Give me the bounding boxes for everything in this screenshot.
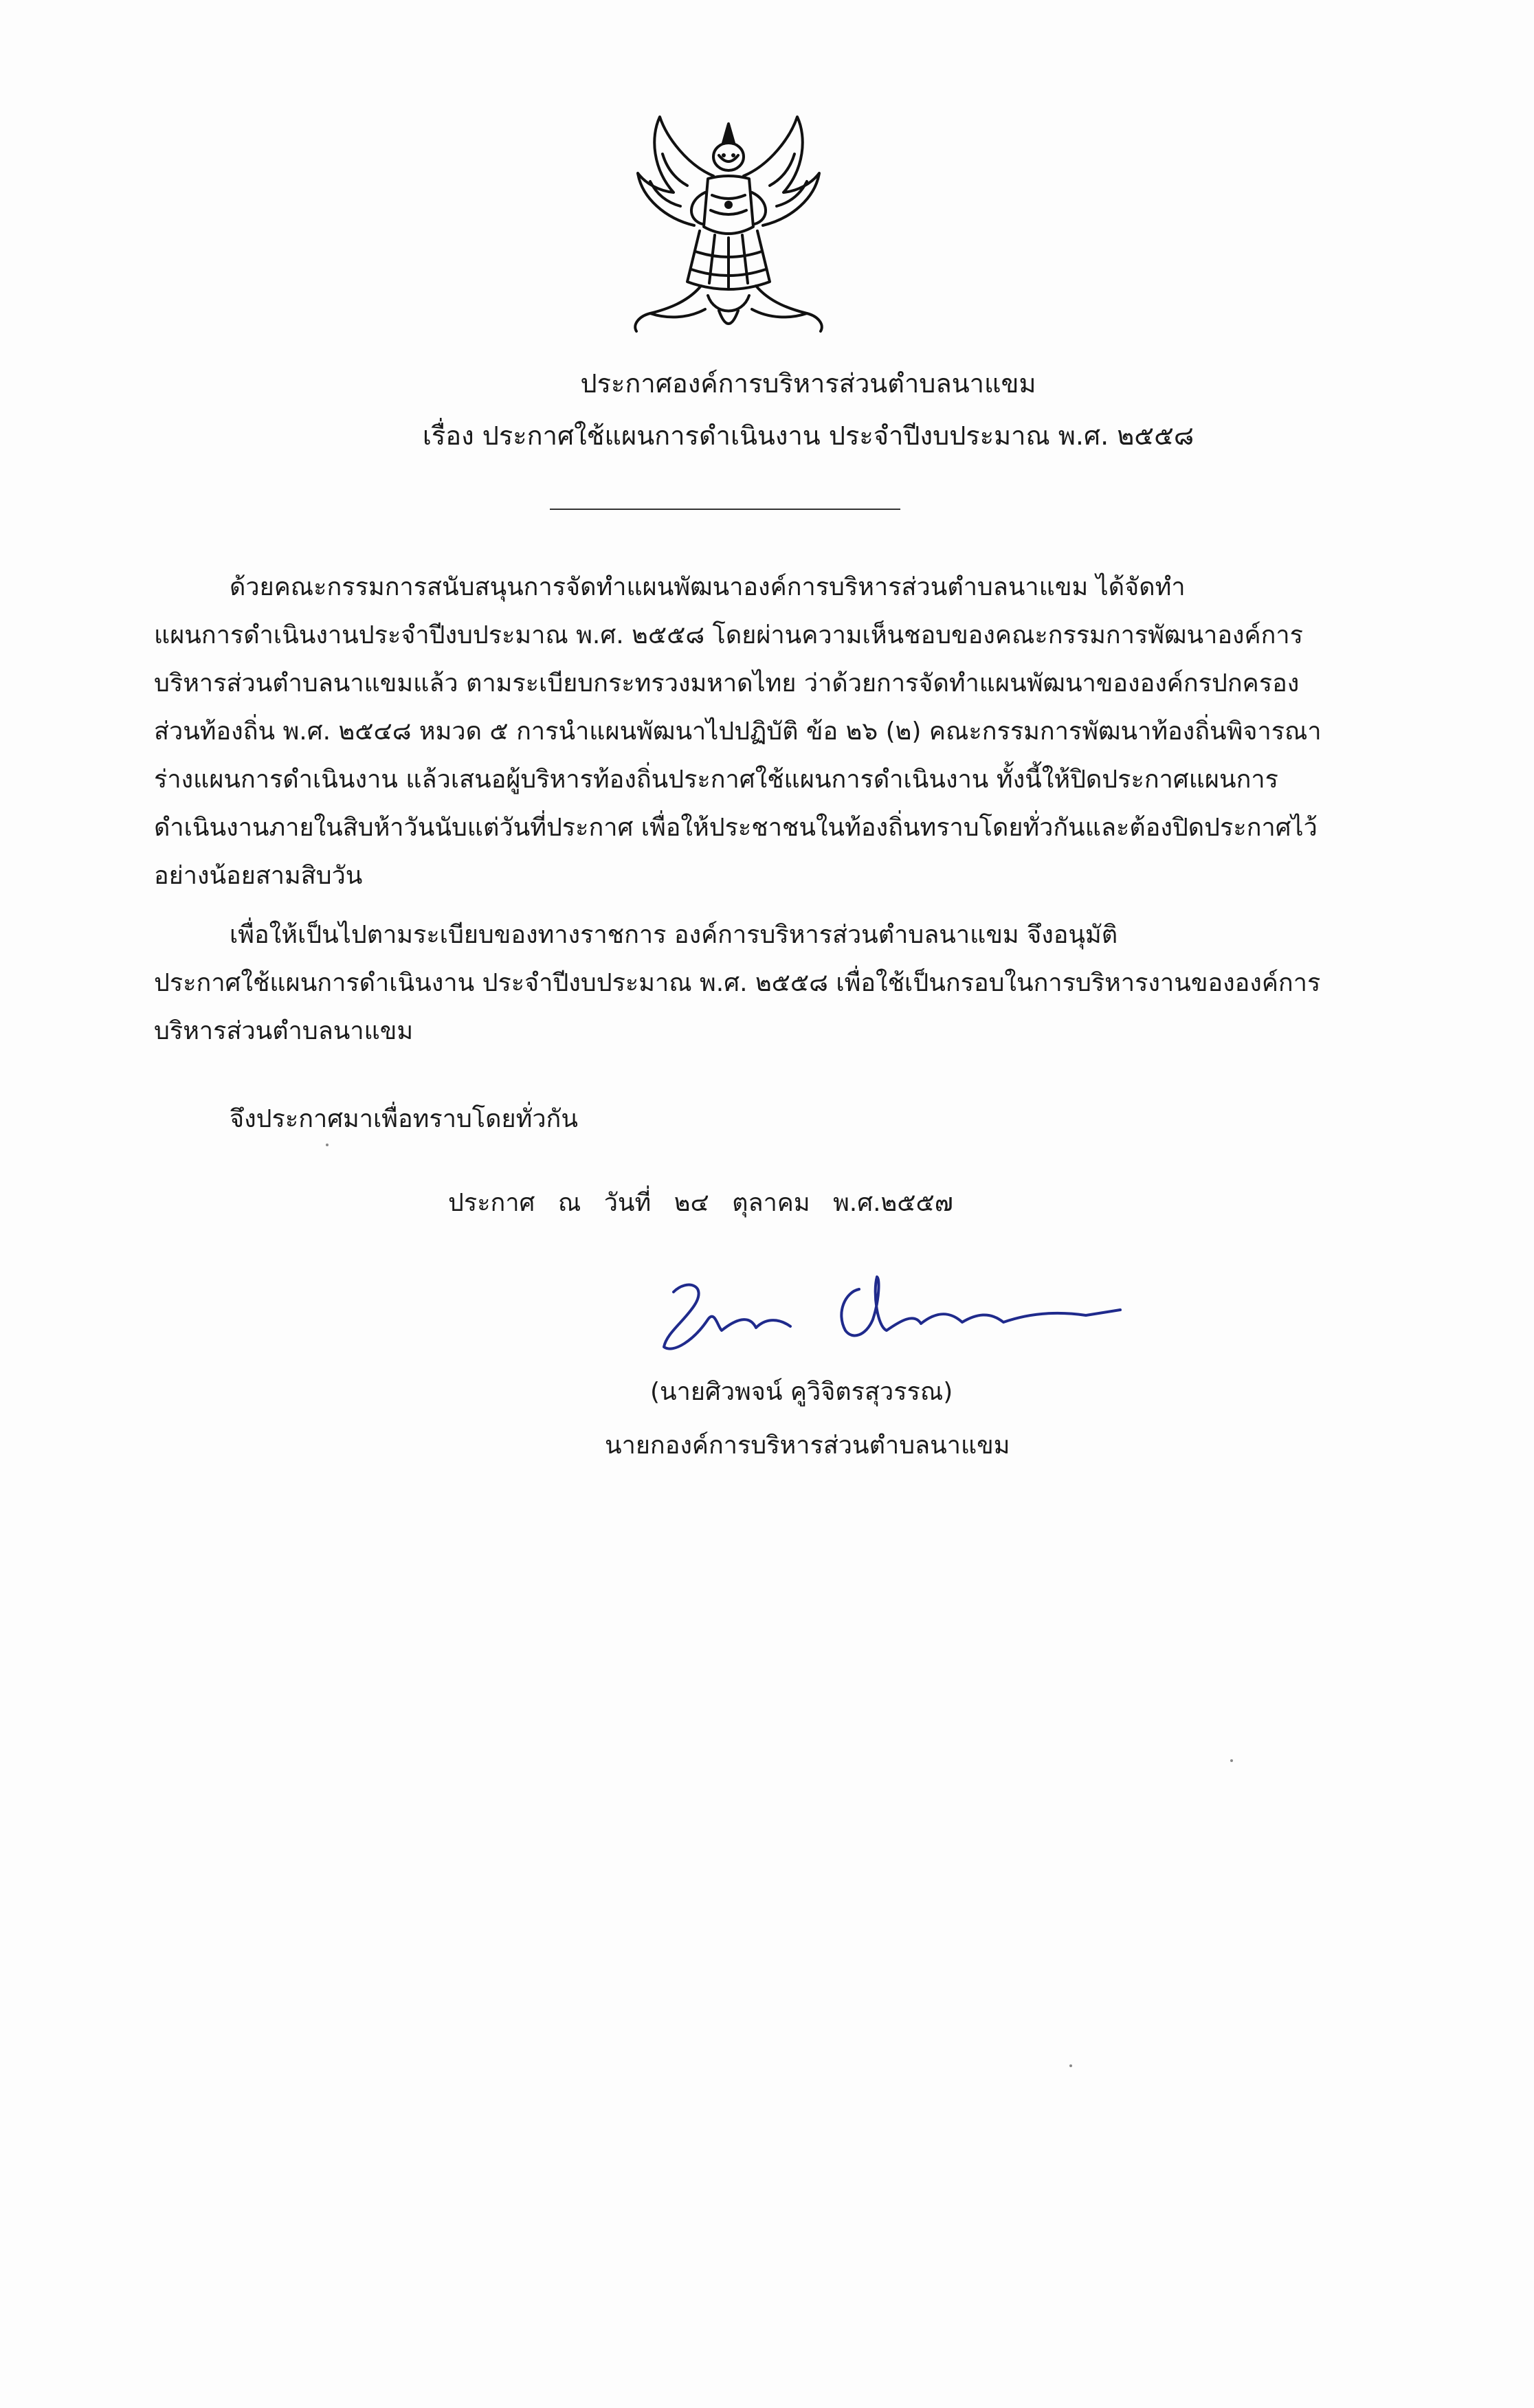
date-prefix: ประกาศ xyxy=(448,1189,535,1217)
date-month: ตุลาคม xyxy=(732,1189,810,1217)
title-divider xyxy=(550,509,900,510)
date-day-label: วันที่ xyxy=(603,1189,652,1217)
signer-title: นายกองค์การบริหารส่วนตำบลนาแขม xyxy=(605,1431,1010,1460)
paragraph-line: ด้วยคณะกรรมการสนับสนุนการจัดทำแผนพัฒนาองค์การบริหารส่วนตำบลนาแขม ได้จัดทำ xyxy=(230,573,1186,601)
body-paragraph-2 xyxy=(154,911,1364,1056)
date-year: พ.ศ.๒๕๕๗ xyxy=(833,1189,953,1217)
paragraph-line: เพื่อให้เป็นไปตามระเบียบของทางราชการ องค์การบริหารส่วนตำบลนาแขม จึงอนุมัติ xyxy=(230,921,1118,949)
handwritten-signature-icon xyxy=(646,1264,1141,1368)
signer-name: (นายศิวพจน์ คูวิจิตรสุวรรณ) xyxy=(650,1378,953,1406)
body-paragraph-1 xyxy=(154,564,1364,900)
paragraph-line: แผนการดำเนินงานประจำปีงบประมาณ พ.ศ. ๒๕๕๘ โดยผ่านความเห็นชอบของคณะกรรมการพัฒนาองค์การ xyxy=(154,621,1303,649)
paragraph-line: อย่างน้อยสามสิบวัน xyxy=(154,862,363,890)
paragraph-line: ร่างแผนการดำเนินงาน แล้วเสนอผู้บริหารท้องถิ่นประกาศใช้แผนการดำเนินงาน ทั้งนี้ให้ปิดประกาศแผนการ xyxy=(154,766,1278,794)
scan-speck xyxy=(1230,1759,1233,1762)
paragraph-line: บริหารส่วนตำบลนาแขม xyxy=(154,1017,414,1045)
paragraph-line: บริหารส่วนตำบลนาแขมแล้ว ตามระเบียบกระทรวงมหาดไทย ว่าด้วยการจัดทำแผนพัฒนาขององค์กรปกครอง xyxy=(154,669,1300,698)
date-at: ณ xyxy=(557,1189,581,1217)
announcement-date xyxy=(448,1179,968,1227)
scan-speck xyxy=(326,1144,329,1146)
announcement-title: ประกาศองค์การบริหารส่วนตำบลนาแขม xyxy=(580,368,1036,399)
paragraph-line: ประกาศใช้แผนการดำเนินงาน ประจำปีงบประมาณ พ.ศ. ๒๕๕๘ เพื่อใช้เป็นกรอบในการบริหารงานขององค์การ xyxy=(154,969,1321,997)
announcement-subject: เรื่อง ประกาศใช้แผนการดำเนินงาน ประจำปีงบประมาณ พ.ศ. ๒๕๕๘ xyxy=(422,421,1194,451)
garuda-emblem-icon xyxy=(584,110,873,357)
paragraph-line: ส่วนท้องถิ่น พ.ศ. ๒๕๔๘ หมวด ๕ การนำแผนพัฒนาไปปฏิบัติ ข้อ ๒๖ (๒) คณะกรรมการพัฒนาท้องถิ่นพิจารณา xyxy=(154,717,1322,746)
paragraph-line: ดำเนินงานภายในสิบห้าวันนับแต่วันที่ประกาศ เพื่อให้ประชาชนในท้องถิ่นทราบโดยทั่วกันและต้องปิดประกาศไว้ xyxy=(154,814,1318,842)
date-day: ๒๔ xyxy=(674,1189,709,1217)
scan-speck xyxy=(1069,2064,1072,2067)
closing-statement: จึงประกาศมาเพื่อทราบโดยทั่วกัน xyxy=(230,1105,578,1133)
